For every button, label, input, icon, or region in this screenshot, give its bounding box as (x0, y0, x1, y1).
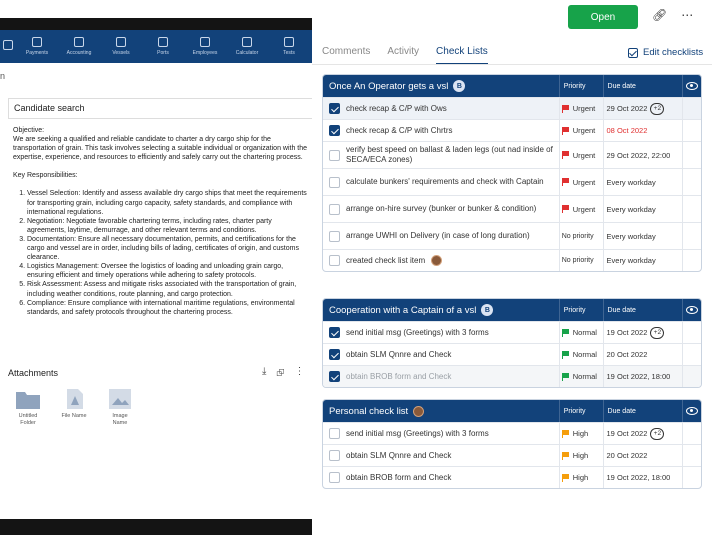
nav-item-employees[interactable] (184, 30, 226, 63)
urgent-flag-icon (562, 127, 570, 135)
item-checkbox[interactable] (329, 349, 340, 360)
edit-checklists-label: Edit checklists (643, 47, 704, 58)
priority-label: Urgent (572, 204, 596, 214)
nav-item-payments[interactable] (16, 30, 58, 63)
priority-label: High (572, 451, 589, 460)
add-attachment-icon[interactable]: ⮺ (276, 368, 285, 379)
checklist-card (322, 298, 702, 388)
checklist-item-cell (323, 196, 559, 222)
responsibility-item: 2. Negotiation: Negotiate favorable chartering terms, including rates, charter party agreements, laytime, demurrage, and other relevant terms and conditions. (27, 217, 311, 235)
due-date: 29 Oct 2022, 22:00 (606, 150, 671, 160)
item-text[interactable]: obtain BROB form and Check (346, 371, 452, 381)
checklist-title: Cooperation with a Captain of a vsl (329, 304, 477, 316)
nav-label: Accounting (66, 50, 92, 56)
checklist-row (323, 422, 701, 444)
due-date-cell[interactable] (603, 223, 683, 249)
due-date-column-header: Due date (603, 400, 683, 422)
checklist-item-cell (323, 322, 559, 343)
due-date: 19 Oct 2022, 18:00 (606, 473, 671, 482)
visibility-toggle[interactable] (682, 299, 701, 321)
high-flag-icon (562, 452, 570, 460)
priority-cell[interactable] (559, 322, 603, 343)
due-date: 08 Oct 2022 (606, 126, 648, 135)
nav-item-ports[interactable] (142, 30, 184, 63)
priority-cell[interactable] (559, 344, 603, 365)
checklist-item-cell (323, 344, 559, 365)
row-spacer (682, 223, 701, 249)
section-label: n (0, 71, 6, 81)
divider (312, 64, 712, 65)
item-checkbox[interactable] (329, 150, 340, 161)
responsibilities-list (13, 189, 311, 316)
visibility-toggle[interactable] (682, 75, 701, 97)
normal-flag-icon (562, 373, 570, 381)
tab-bar (322, 46, 488, 65)
candidate-search-input[interactable]: Candidate search (8, 98, 312, 119)
due-date: Every workday (606, 256, 656, 265)
row-spacer (682, 142, 701, 168)
responsibility-item: 4. Logistics Management: Oversee the logistics of loading and unloading grain cargo, ensuring efficient and timely operations while adhering to safety protocols. (27, 262, 311, 280)
checklist-title-cell (323, 400, 559, 422)
due-date-column-header: Due date (603, 299, 683, 321)
avatar (431, 255, 442, 266)
nav-label: Calculator (235, 50, 259, 56)
priority-label: Normal (572, 328, 597, 337)
item-text[interactable]: calculate bunkers' requirements and check with Captain (346, 177, 544, 186)
checklist-item-cell (323, 366, 559, 387)
priority-cell[interactable] (559, 445, 603, 466)
download-icon[interactable]: ⤓ (262, 366, 267, 377)
checklist-item-cell (323, 445, 559, 466)
task-description (13, 126, 311, 317)
window-bottom-bar (0, 519, 312, 535)
high-flag-icon (562, 430, 570, 438)
item-checkbox[interactable] (329, 428, 340, 439)
objective-title: Objective: (13, 127, 45, 134)
priority-cell[interactable] (559, 250, 603, 271)
image-icon (107, 388, 133, 410)
due-date: 20 Oct 2022 (606, 350, 648, 359)
priority-cell[interactable] (559, 196, 603, 222)
nav-item-first[interactable] (0, 30, 16, 63)
more-icon[interactable]: ⋯ (681, 8, 694, 22)
urgent-flag-icon (562, 151, 570, 159)
row-spacer (682, 250, 701, 271)
checklist-row (323, 97, 701, 119)
item-text[interactable]: check recap & C/P with Ows (346, 103, 447, 113)
attachments-list (14, 388, 134, 427)
due-date-cell[interactable] (603, 467, 683, 488)
urgent-flag-icon (562, 178, 570, 186)
nav-icon (116, 37, 126, 47)
nav-icon (3, 40, 13, 50)
objective-text: We are seeking a qualified and reliable candidate to charter a dry cargo ship for the transportation of grain. This task involves selecting a suitable individual or organization with the expertise, experience, and resources to efficiently and safely carry out the chartering process. (13, 136, 308, 162)
due-date-cell[interactable] (603, 366, 683, 387)
extra-dates-badge[interactable]: +2 (650, 428, 664, 440)
checklist-item-cell (323, 423, 559, 444)
priority-label: Urgent (572, 150, 596, 160)
due-date: 19 Oct 2022 (606, 328, 648, 337)
priority-cell[interactable] (559, 366, 603, 387)
due-date: 19 Oct 2022 (606, 429, 648, 438)
checklist-item-cell (323, 169, 559, 195)
due-date-cell[interactable] (603, 98, 683, 119)
item-checkbox[interactable] (329, 103, 340, 114)
item-text[interactable]: obtain BROB form and Check (346, 472, 452, 482)
nav-label: Vessels (112, 50, 130, 56)
item-text[interactable]: obtain SLM Qnnre and Check (346, 450, 452, 460)
row-spacer (682, 366, 701, 387)
checkbox-icon (628, 48, 638, 58)
assignee-badge: B (481, 304, 493, 316)
row-spacer (682, 344, 701, 365)
due-date-column-header: Due date (603, 75, 683, 97)
top-navigation (0, 30, 312, 63)
nav-icon (74, 37, 84, 47)
nav-icon (284, 37, 294, 47)
assignee-badge: B (453, 80, 465, 92)
item-checkbox[interactable] (329, 472, 340, 483)
nav-label: Payments (25, 50, 49, 56)
item-text[interactable]: arrange on-hire survey (bunker or bunker & condition) (346, 204, 537, 213)
row-spacer (682, 98, 701, 119)
row-spacer (682, 322, 701, 343)
nav-label: Ports (157, 50, 169, 56)
due-date-cell[interactable] (603, 120, 683, 141)
priority-label: High (572, 429, 589, 438)
edit-checklists-button[interactable] (628, 47, 703, 58)
normal-flag-icon (562, 329, 570, 337)
item-checkbox[interactable] (329, 204, 340, 215)
responsibility-item: 6. Compliance: Ensure compliance with international maritime regulations, environmental standards, and safety protocols throughout the chartering process. (27, 299, 311, 317)
checklist-card (322, 399, 702, 489)
item-checkbox[interactable] (329, 231, 340, 242)
checklist-row (323, 119, 701, 141)
nav-label: Tests (283, 50, 295, 56)
tab-activity[interactable]: Activity (387, 46, 420, 57)
window-top-bar (0, 18, 312, 30)
priority-label: Normal (572, 350, 597, 359)
checklist-title-cell (323, 75, 559, 97)
checklist-title: Personal check list (329, 405, 409, 417)
priority-label: Urgent (572, 177, 596, 187)
checklist-item-cell (323, 223, 559, 249)
checklist-row (323, 168, 701, 195)
responsibility-item: 5. Risk Assessment: Assess and mitigate risks associated with the transportation of grain, including weather conditions, route planning, and cargo protection. (27, 280, 311, 298)
due-date-cell[interactable] (603, 423, 683, 444)
checklist-row (323, 195, 701, 222)
checklist-title: Once An Operator gets a vsl (329, 80, 449, 92)
due-date-cell[interactable] (603, 169, 683, 195)
extra-dates-badge[interactable]: +2 (650, 327, 664, 339)
checklist-title-cell (323, 299, 559, 321)
checklist-row (323, 365, 701, 387)
item-checkbox[interactable] (329, 255, 340, 266)
row-spacer (682, 120, 701, 141)
more-attachment-icon[interactable]: ⋮ (294, 366, 305, 377)
attachment-item[interactable] (106, 388, 134, 427)
document-icon (61, 388, 87, 410)
item-checkbox[interactable] (329, 125, 340, 136)
priority-label: High (572, 473, 589, 482)
header-icons (652, 8, 693, 22)
checklist-row (323, 444, 701, 466)
item-text[interactable]: obtain SLM Qnnre and Check (346, 349, 452, 359)
checklist-item-cell (323, 250, 559, 271)
item-checkbox[interactable] (329, 450, 340, 461)
priority-cell[interactable] (559, 223, 603, 249)
due-date-cell[interactable] (603, 196, 683, 222)
checklist-row (323, 249, 701, 271)
attachments-toolbar (262, 366, 305, 383)
attachment-label: Image Name (112, 413, 128, 426)
attachment-item[interactable] (60, 388, 88, 427)
checklist-item-cell (323, 120, 559, 141)
due-date-cell[interactable] (603, 445, 683, 466)
due-date: Every workday (606, 204, 656, 214)
item-text[interactable]: check recap & C/P with Chrtrs (346, 125, 453, 135)
due-date: 29 Oct 2022 (606, 104, 648, 113)
responsibility-item: 1. Vessel Selection: Identify and assess available dry cargo ships that meet the requirements for transporting grain, including cargo capacity, safety standards, and compliance with international regulations. (27, 189, 311, 216)
row-spacer (682, 445, 701, 466)
checklists-panel (312, 0, 712, 550)
due-date: 20 Oct 2022 (606, 451, 648, 460)
nav-icon (200, 37, 210, 47)
checklist-header (323, 75, 701, 97)
responsibilities-title: Key Responsibilities: (13, 172, 78, 180)
priority-cell[interactable] (559, 120, 603, 141)
checklist-row (323, 222, 701, 249)
checklist-card (322, 74, 702, 272)
priority-cell[interactable] (559, 467, 603, 488)
nav-icon (242, 37, 252, 47)
priority-label: Urgent (572, 126, 596, 135)
checklist-row (323, 141, 701, 168)
nav-label: Employees (192, 50, 218, 56)
folder-icon (15, 388, 41, 410)
eye-icon (686, 407, 698, 415)
link-icon[interactable]: 🔗︎ (652, 8, 668, 22)
item-text[interactable]: arrange UWHI on Delivery (in case of long duration) (346, 231, 530, 240)
tab-comments[interactable]: Comments (322, 46, 371, 57)
nav-item-accounting[interactable] (58, 30, 100, 63)
row-spacer (682, 196, 701, 222)
priority-label: Urgent (572, 104, 596, 113)
item-text[interactable]: verify best speed on ballast & laden legs (out nad inside of SECA/ECA zones) (346, 145, 553, 164)
item-checkbox[interactable] (329, 177, 340, 188)
open-button[interactable]: Open (568, 5, 638, 29)
priority-label: No priority (561, 232, 594, 240)
row-spacer (682, 467, 701, 488)
attachments-title: Attachments (8, 368, 59, 378)
priority-column-header: Priority (559, 299, 603, 321)
item-text[interactable]: send initial msg (Greetings) with 3 forms (346, 327, 489, 337)
extra-dates-badge[interactable]: +2 (650, 103, 664, 115)
attachment-item[interactable] (14, 388, 42, 427)
nav-icon (158, 37, 168, 47)
tab-check-lists[interactable]: Check Lists (436, 46, 488, 65)
checklist-row (323, 321, 701, 343)
priority-cell[interactable] (559, 98, 603, 119)
due-date: Every workday (606, 177, 656, 187)
due-date: Every workday (606, 231, 656, 241)
attachment-label: File Name (61, 413, 87, 419)
priority-column-header: Priority (559, 400, 603, 422)
urgent-flag-icon (562, 205, 570, 213)
nav-icon (32, 37, 42, 47)
task-detail-panel (0, 0, 312, 550)
priority-column-header: Priority (559, 75, 603, 97)
urgent-flag-icon (562, 105, 570, 113)
item-text[interactable]: send initial msg (Greetings) with 3 forms (346, 428, 489, 438)
priority-label: No priority (561, 257, 594, 264)
due-date-cell[interactable] (603, 250, 683, 271)
nav-item-calculator[interactable] (226, 30, 268, 63)
eye-icon (686, 82, 698, 90)
avatar (413, 406, 424, 417)
visibility-toggle[interactable] (682, 400, 701, 422)
nav-item-tests[interactable] (268, 30, 310, 63)
row-spacer (682, 169, 701, 195)
responsibility-item: 3. Documentation: Ensure all necessary documentation, permits, and certifications for the cargo and vessel are in order, including bills of lading, certificates of origin, and customs clearance. (27, 235, 311, 262)
checklist-item-cell (323, 467, 559, 488)
item-text[interactable]: created check list item (346, 255, 426, 265)
item-checkbox[interactable] (329, 371, 340, 382)
checklist-header (323, 400, 701, 422)
nav-item-vessels[interactable] (100, 30, 142, 63)
due-date-cell[interactable] (603, 344, 683, 365)
row-spacer (682, 423, 701, 444)
checklist-header (323, 299, 701, 321)
item-checkbox[interactable] (329, 327, 340, 338)
checklist-item-cell (323, 142, 559, 168)
normal-flag-icon (562, 351, 570, 359)
due-date: 19 Oct 2022, 18:00 (606, 372, 671, 381)
checklist-item-cell (323, 98, 559, 119)
due-date-cell[interactable] (603, 142, 683, 168)
eye-icon (686, 306, 698, 314)
high-flag-icon (562, 474, 570, 482)
due-date-cell[interactable] (603, 322, 683, 343)
priority-cell[interactable] (559, 169, 603, 195)
attachment-label: Untitled Folder (18, 413, 38, 426)
priority-cell[interactable] (559, 423, 603, 444)
checklist-row (323, 343, 701, 365)
priority-cell[interactable] (559, 142, 603, 168)
priority-label: Normal (572, 372, 597, 381)
checklist-row (323, 466, 701, 488)
